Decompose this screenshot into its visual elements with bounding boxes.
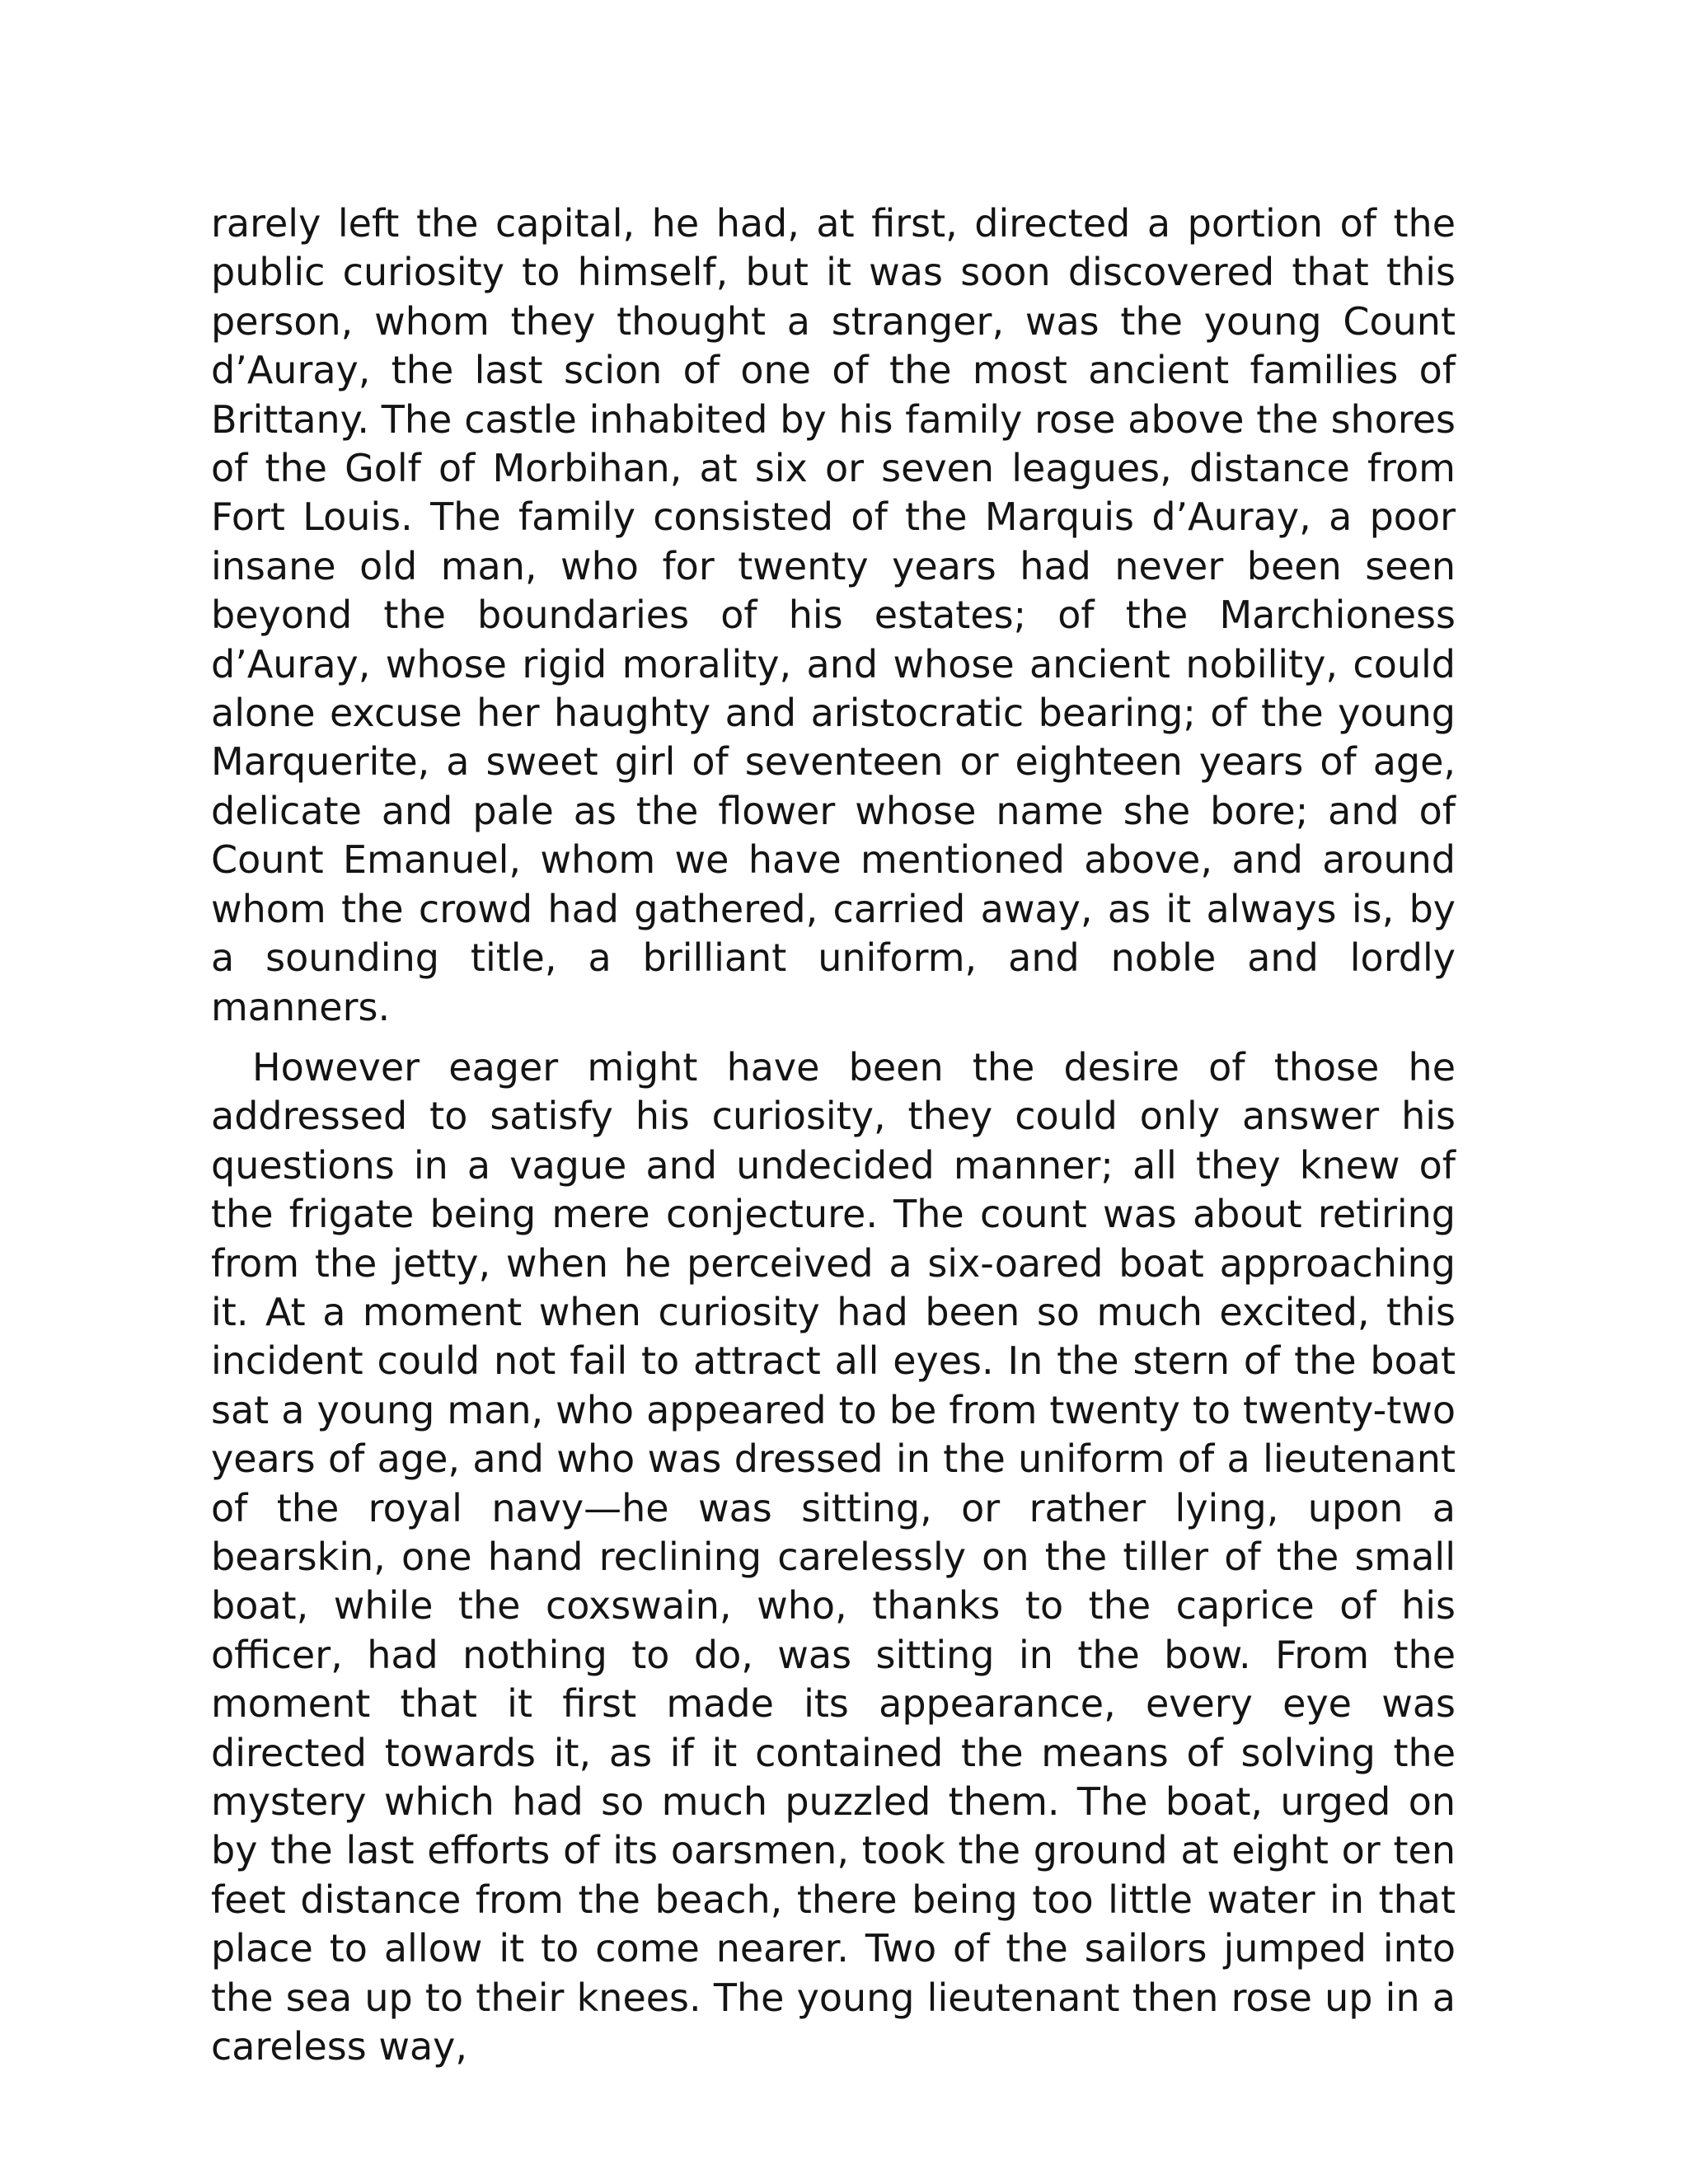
page-text xyxy=(211,199,1456,2071)
paragraph-continued: rarely left the capital, he had, at first, directed a portion of the public curiosity to himself, but it was soon discovered that this person, whom they thought a stranger, was the young Count d’Auray, the last scion of one of the most ancient families of Brittany. The castle inhabited by his family rose above the shores of the Golf of Morbihan, at six or seven leagues, distance from Fort Louis. The family consisted of the Marquis d’Auray, a poor insane old man, who for twenty years had never been seen beyond the boundaries of his estates; of the Marchioness d’Auray, whose rigid morality, and whose ancient nobility, could alone excuse her haughty and aristocratic bearing; of the young Marquerite, a sweet girl of seventeen or eighteen years of age, delicate and pale as the flower whose name she bore; and of Count Emanuel, whom we have mentioned above, and around whom the crowd had gathered, carried away, as it always is, by a sounding title, a brilliant uniform, and noble and lordly manners. xyxy=(211,201,1456,1029)
paragraph: However eager might have been the desire of those he addressed to satisfy his curiosity, they could only answer his questions in a vague and undecided manner; all they knew of the frigate being mere conjecture. The count was about retiring from the jetty, when he perceived a six-oared boat approaching it. At a moment when curiosity had been so much excited, this incident could not fail to attract all eyes. In the stern of the boat sat a young man, who appeared to be from twenty to twenty-two years of age, and who was dressed in the uniform of a lieutenant of the royal navy—he was sitting, or rather lying, upon a bearskin, one hand reclining carelessly on the tiller of the small boat, while the coxswain, who, thanks to the caprice of his officer, had nothing to do, was sitting in the bow. From the moment that it first made its appearance, every eye was directed towards it, as if it contained the means of solving the mystery which had so much puzzled them. The boat, urged on by the last efforts of its oarsmen, took the ground at eight or ten feet distance from the beach, there being too little water in that place to allow it to come nearer. Two of the sailors jumped into the sea up to their knees. The young lieutenant then rose up in a careless way, xyxy=(211,1044,1456,2069)
